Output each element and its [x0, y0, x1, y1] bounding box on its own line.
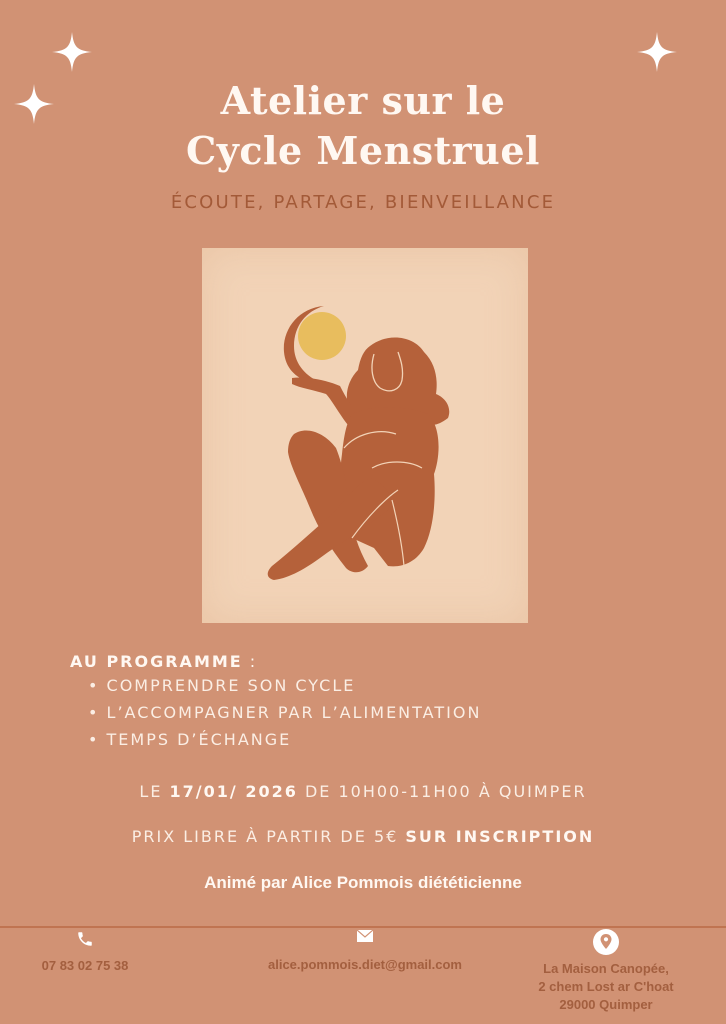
poster-subtitle: ÉCOUTE, PARTAGE, BIENVEILLANCE — [170, 192, 556, 213]
program-item: • TEMPS D’ÉCHANGE — [88, 726, 481, 753]
program-item: • COMPRENDRE SON CYCLE — [88, 672, 481, 699]
program-section — [70, 652, 481, 753]
illustration-icon — [202, 248, 528, 623]
phone-number[interactable]: 07 83 02 75 38 — [41, 958, 129, 973]
contact-phone — [20, 930, 150, 973]
location-pin-icon — [592, 928, 620, 956]
sparkle-icon — [52, 32, 92, 72]
program-item: • L’ACCOMPAGNER PAR L’ALIMENTATION — [88, 699, 481, 726]
email-address[interactable]: alice.pommois.diet@gmail.com — [267, 957, 462, 972]
contact-email — [235, 930, 495, 972]
event-date: 17/01/ 2026 — [169, 782, 298, 801]
title-line-1: Atelier sur le — [220, 78, 506, 123]
title-line-2: Cycle Menstruel — [186, 128, 540, 173]
sparkle-icon — [637, 32, 677, 72]
event-date-line: LE 17/01/ 2026 DE 10H00-11H00 À QUIMPER — [139, 782, 587, 801]
poster-title — [0, 76, 726, 176]
address-line-1: La Maison Canopée, — [543, 961, 669, 976]
contact-address — [500, 928, 712, 1014]
event-price-line: PRIX LIBRE À PARTIR DE 5€ SUR INSCRIPTION — [131, 827, 595, 846]
woman-moon-illustration — [202, 248, 528, 623]
program-heading: AU PROGRAMME : — [70, 652, 258, 671]
address-line-3: 29000 Quimper — [559, 997, 653, 1012]
address-line-2: 2 chem Lost ar C'hoat — [538, 979, 674, 994]
mail-icon — [357, 930, 373, 942]
event-author: Animé par Alice Pommois diététicienne — [204, 873, 522, 892]
phone-icon — [76, 930, 94, 948]
registration-note: SUR INSCRIPTION — [405, 827, 595, 846]
program-list — [88, 672, 481, 753]
